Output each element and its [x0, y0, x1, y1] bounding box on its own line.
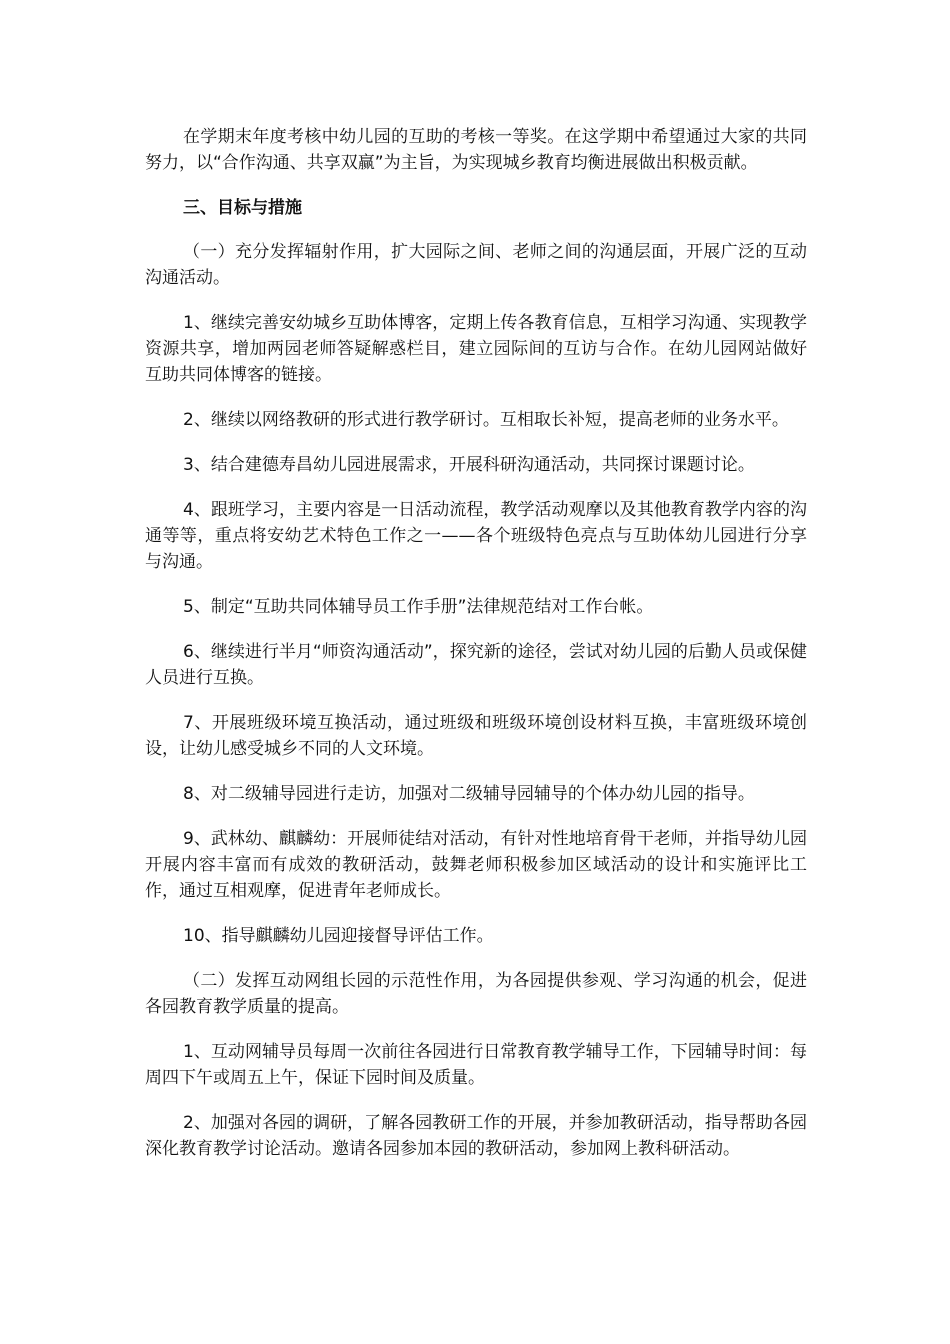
- part2-title: （二）发挥互动网组长园的示范性作用，为各园提供参观、学习沟通的机会，促进各园教育教学质量的提高。: [145, 971, 807, 1017]
- part1-item: 5、制定“互助共同体辅导员工作手册”法律规范结对工作台帐。: [183, 597, 654, 617]
- intro-paragraph: 在学期末年度考核中幼儿园的互助的考核一等奖。在这学期中希望通过大家的共同努力，以“合作沟通、共享双赢”为主旨，为实现城乡教育均衡进展做出积极贡献。: [145, 127, 807, 173]
- part2-item: 2、加强对各园的调研，了解各园教研工作的开展，并参加教研活动，指导帮助各园深化教育教学讨论活动。邀请各园参加本园的教研活动，参加网上教科研活动。: [145, 1113, 807, 1159]
- part1-item: 4、跟班学习，主要内容是一日活动流程，教学活动观摩以及其他教育教学内容的沟通等等，重点将安幼艺术特色工作之一——各个班级特色亮点与互助体幼儿园进行分享与沟通。: [145, 500, 807, 572]
- part1-item: 3、结合建德寿昌幼儿园进展需求，开展科研沟通活动，共同探讨课题讨论。: [183, 455, 755, 475]
- section-heading: 三、目标与措施: [183, 198, 302, 218]
- part1-item: 8、对二级辅导园进行走访，加强对二级辅导园辅导的个体办幼儿园的指导。: [183, 784, 755, 804]
- part1-item: 10、指导麒麟幼儿园迎接督导评估工作。: [183, 926, 494, 946]
- part1-item: 9、武林幼、麒麟幼：开展师徒结对活动，有针对性地培育骨干老师，并指导幼儿园开展内容丰富而有成效的教研活动，鼓舞老师积极参加区域活动的设计和实施评比工作，通过互相观摩，促进青年老师成长。: [145, 829, 807, 901]
- part1-item: 1、继续完善安幼城乡互助体博客，定期上传各教育信息，互相学习沟通、实现教学资源共享，增加两园老师答疑解惑栏目，建立园际间的互访与合作。在幼儿园网站做好互助共同体博客的链接。: [145, 313, 807, 385]
- part2-item: 1、互动网辅导员每周一次前往各园进行日常教育教学辅导工作，下园辅导时间：每周四下午或周五上午，保证下园时间及质量。: [145, 1042, 807, 1088]
- part1-item: 6、继续进行半月“师资沟通活动”，探究新的途径，尝试对幼儿园的后勤人员或保健人员进行互换。: [145, 642, 807, 688]
- part1-title: （一）充分发挥辐射作用，扩大园际之间、老师之间的沟通层面，开展广泛的互动沟通活动。: [145, 242, 807, 288]
- part1-item: 2、继续以网络教研的形式进行教学研讨。互相取长补短，提高老师的业务水平。: [183, 410, 789, 430]
- document-body: [145, 124, 807, 1181]
- part1-item: 7、开展班级环境互换活动，通过班级和班级环境创设材料互换，丰富班级环境创设，让幼儿感受城乡不同的人文环境。: [145, 713, 807, 759]
